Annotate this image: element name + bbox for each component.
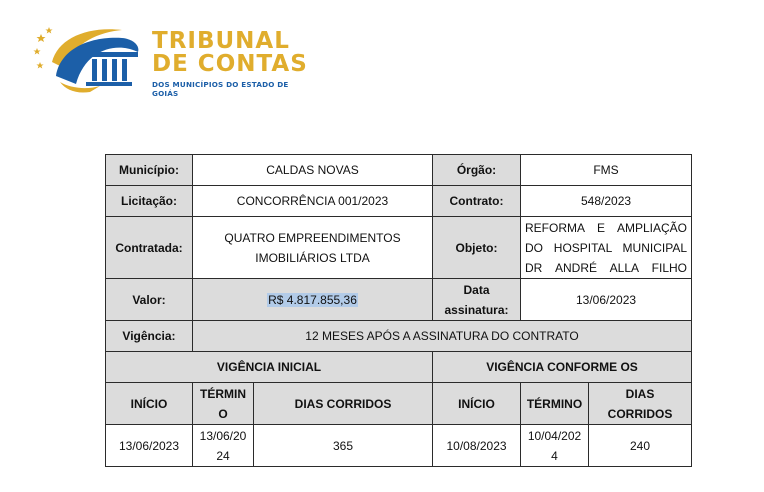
data-assinatura-label-line1: Data (463, 282, 490, 297)
os-termino-line2: 4 (551, 448, 558, 463)
vigencia-label: Vigência: (106, 321, 193, 352)
objeto-value (521, 217, 692, 279)
contrato-value: 548/2023 (521, 186, 692, 217)
os-termino-line1: 10/04/202 (527, 428, 582, 443)
col-dias-corridos-os (589, 383, 692, 425)
data-assinatura-label-line2: assinatura: (444, 302, 509, 317)
col-termino (193, 383, 254, 425)
col-dias-corridos: DIAS CORRIDOS (254, 383, 433, 425)
valor-cell (193, 279, 433, 321)
data-assinatura-label (433, 279, 521, 321)
col-termino-line1: TÉRMIN (200, 386, 246, 401)
os-termino (521, 425, 589, 467)
tcm-emblem-icon (30, 22, 148, 94)
logo-subtitle: DOS MUNICÍPIOS DO ESTADO DE GOIÁS (152, 80, 289, 98)
col-termino-os: TÉRMINO (521, 383, 589, 425)
contratada-line1: QUATRO EMPREENDIMENTOS (224, 230, 401, 245)
col-inicio: INÍCIO (106, 383, 193, 425)
municipio-value: CALDAS NOVAS (193, 155, 433, 186)
objeto-line3: DR ANDRÉ ALLA FILHO (525, 260, 688, 275)
contract-info-table (105, 154, 692, 467)
contratada-label: Contratada: (106, 217, 193, 279)
col-dias-os-line2: CORRIDOS (607, 406, 673, 421)
logo-title-line2: DE CONTAS (152, 51, 308, 77)
orgao-label: Órgão: (433, 155, 521, 186)
contrato-label: Contrato: (433, 186, 521, 217)
contratada-value (193, 217, 433, 279)
inicial-inicio: 13/06/2023 (106, 425, 193, 467)
logo-title-line1: TRIBUNAL (152, 28, 290, 54)
contratada-line2: IMOBILIÁRIOS LTDA (255, 250, 370, 265)
inicial-termino (193, 425, 254, 467)
objeto-line1: REFORMA E AMPLIAÇÃO (525, 220, 688, 235)
orgao-value: FMS (521, 155, 692, 186)
col-inicio-os: INÍCIO (433, 383, 521, 425)
col-dias-os-line1: DIAS (625, 386, 655, 401)
objeto-label: Objeto: (433, 217, 521, 279)
col-termino-line2: O (218, 406, 228, 421)
inicial-dias: 365 (254, 425, 433, 467)
vigencia-inicial-header: VIGÊNCIA INICIAL (106, 352, 433, 383)
data-assinatura-value: 13/06/2023 (521, 279, 692, 321)
objeto-line2: DO HOSPITAL MUNICIPAL (525, 240, 688, 255)
valor-value[interactable]: R$ 4.817.855,36 (268, 292, 357, 307)
licitacao-label: Licitação: (106, 186, 193, 217)
vigencia-os-header: VIGÊNCIA CONFORME OS (433, 352, 692, 383)
tcm-logo (30, 22, 310, 98)
licitacao-value: CONCORRÊNCIA 001/2023 (193, 186, 433, 217)
vigencia-value: 12 MESES APÓS A ASSINATURA DO CONTRATO (193, 321, 692, 352)
os-dias: 240 (589, 425, 692, 467)
municipio-label: Município: (106, 155, 193, 186)
inicial-termino-line2: 24 (216, 448, 230, 463)
inicial-termino-line1: 13/06/20 (199, 428, 247, 443)
valor-label: Valor: (106, 279, 193, 321)
os-inicio: 10/08/2023 (433, 425, 521, 467)
